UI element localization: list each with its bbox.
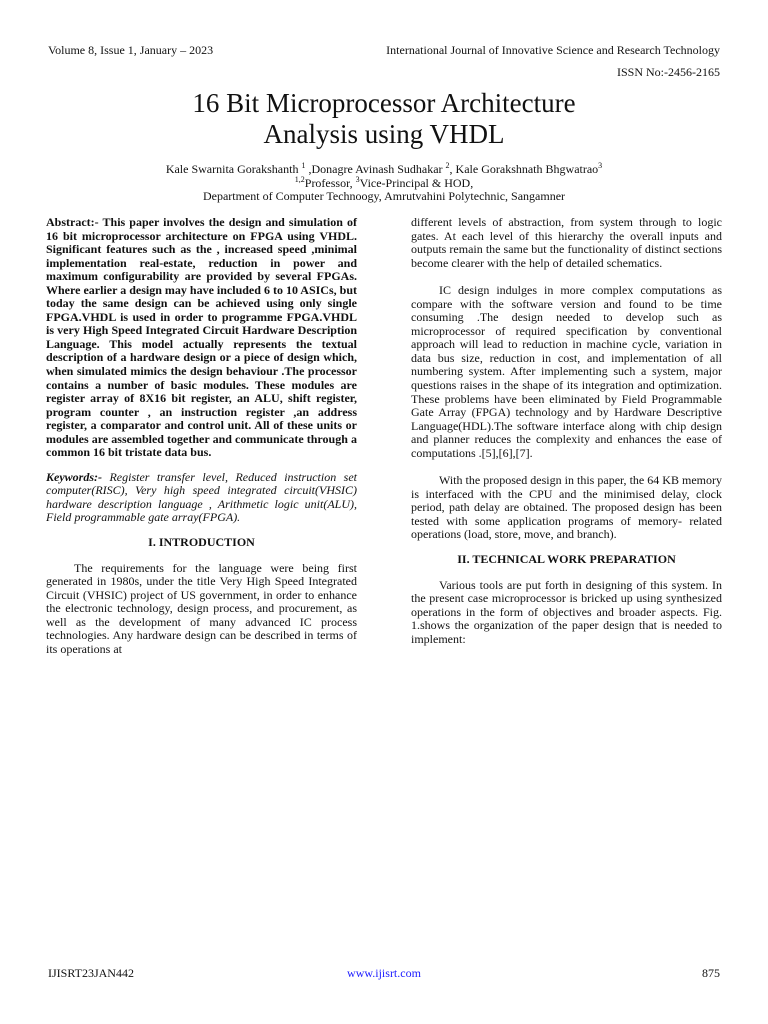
- role-sup-1: 1,2: [294, 174, 305, 184]
- right-column: [411, 216, 722, 646]
- author-block: [0, 163, 768, 204]
- technical-work-paragraph: Various tools are put forth in designing of this system. In the present case microprocessor is bricked up using synthesized operations in the form of objectives and broader aspects. Fig. 1.shows the organization of the paper design that is needed to implement:: [411, 577, 722, 646]
- role-sup-2: 3: [355, 174, 360, 184]
- title-line-1: 16 Bit Microprocessor Architecture: [192, 88, 576, 118]
- role-2: Vice-Principal & HOD,: [359, 175, 474, 190]
- author-3: , Kale Gorakshnath Bhgwatrao: [449, 162, 599, 176]
- journal-name: International Journal of Innovative Science and Research Technology: [386, 43, 720, 57]
- author-2: ,Donagre Avinash Sudhakar: [305, 162, 443, 176]
- section-heading-technical-work: II. TECHNICAL WORK PREPARATION: [457, 552, 676, 567]
- author-names: [0, 163, 768, 177]
- left-column: [46, 216, 357, 656]
- proposed-design-paragraph: With the proposed design in this paper, the 64 KB memory is interfaced with the CPU and the minimised delay, clock period, path delay are obtained. The proposed design has been tested with some application programs of memory- related operations (load, store, move, and branch).: [411, 473, 722, 542]
- continued-paragraph: different levels of abstraction, from system through to logic gates. At each level of this hierarchy the overall inputs and outputs remain the same but the functionality of distinct sections become clearer with the help of detailed schematics.: [411, 215, 722, 270]
- journal-url-link[interactable]: www.ijisrt.com: [347, 966, 421, 980]
- author-1-sup: 1: [301, 161, 306, 170]
- title-line-2: Analysis using VHDL: [263, 119, 505, 149]
- paper-id: IJISRT23JAN442: [48, 966, 134, 980]
- issn: ISSN No:-2456-2165: [616, 65, 720, 79]
- keywords: [46, 471, 357, 525]
- section-heading-introduction: I. INTRODUCTION: [148, 535, 255, 550]
- author-roles: [0, 174, 768, 191]
- keywords-text: Register transfer level, Reduced instruction set computer(RISC), Very high speed integrated circuit(VHSIC) hardware description language , Arithmetic logic unit(ALU), Field programmable gate array(FPGA).: [46, 469, 357, 525]
- ic-design-paragraph: IC design indulges in more complex computations as compare with the software version and found to be time consuming .The design needed to develop such as microprocessor of required specification by conventional approach will lead to reduction in machine cycle, variation in data bus size, reduction in cost, and implementation of all numbering system. After implementing such a system, major questions raises in the shape of its integration and optimization. These problems have been eliminated by Field Programmable Gate Array (FPGA) technology and by Hardware Descriptive Language(HDL).The software interface along with chip design and planner reduces the complexity and enhances the ease of computations .[5],[6],[7].: [411, 283, 722, 460]
- introduction-paragraph: The requirements for the language were being first generated in 1980s, under the title Very High Speed Integrated Circuit (VHSIC) project of US government, in order to enhance the electronic technology, design process, and procurement, as well as the development of many advanced IC process technologies. Any hardware design can be described in terms of its operations at: [46, 560, 357, 656]
- author-2-sup: 2: [445, 161, 450, 170]
- paper-title: [0, 88, 768, 150]
- volume-issue: Volume 8, Issue 1, January – 2023: [48, 43, 214, 57]
- keywords-label: Keywords:-: [46, 469, 102, 484]
- role-1: Professor,: [304, 175, 356, 190]
- abstract: Abstract:- This paper involves the design and simulation of 16 bit microprocessor architecture on FPGA using VHDL. Significant features such as the , increased speed ,minimal implementation real-estate, reduction in power and maximum configurability are provided by several FPGAs. Where earlier a design may have included 6 to 10 ASICs, but today the same design can be achieved using only single FPGA.VHDL is used in order to programme FPGA.VHDL is very High Speed Integrated Circuit Hardware Description Language. This model actually represents the textual description of a hardware design or a piece of design which, when simulated mimics the design behaviour .The processor contains a number of basic modules. These modules are register array of 8X16 bit register, an ALU, shift register, program counter , an instruction register ,an address register, a comparator and control unit. All of these units or modules are assembled together and communicate through a common 16 bit tristate data bus.: [46, 215, 357, 460]
- author-3-sup: 3: [598, 161, 603, 170]
- author-1: Kale Swarnita Gorakshanth: [165, 162, 299, 176]
- affiliation: Department of Computer Technoogy, Amrutvahini Polytechnic, Sangamner: [202, 189, 566, 203]
- page-number: 875: [702, 966, 720, 980]
